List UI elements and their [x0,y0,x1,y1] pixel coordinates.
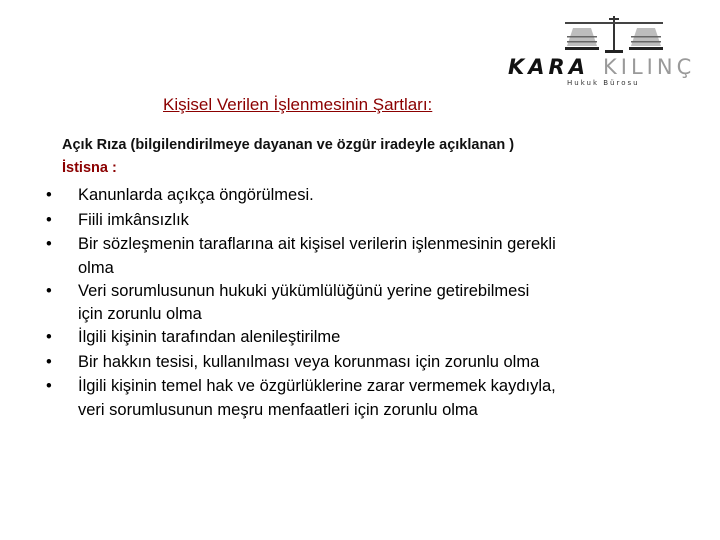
logo-name-dark: KARA [508,55,589,79]
bullet-text: Bir hakkın tesisi, kullanılması veya korunması için zorunlu olma [78,352,540,371]
bullet-text: İlgili kişinin tarafından alenileştirilme [78,328,341,346]
bullet-list [46,184,696,422]
bullet-item [46,209,696,233]
scales-of-justice-icon [505,14,705,54]
bullet-item [46,351,696,375]
bullet-icon: • [46,210,52,229]
exception-label: İstisna : [62,160,117,176]
bullet-text: Kanunlarda açıkça öngörülmesi. [78,186,314,204]
bullet-text: İlgili kişinin temel hak ve özgürlüklerine zarar vermemek kaydıyla, [78,377,556,395]
page-title: Kişisel Verilen İşlenmesinin Şartları: [163,95,433,114]
bullet-text: Fiili imkânsızlık [78,210,189,229]
bullet-item [46,184,696,208]
bullet-icon: • [46,281,52,300]
bullet-icon: • [46,186,52,204]
logo-name-light: KILINÇ [603,55,696,79]
firm-logo [505,14,705,87]
bullet-icon: • [46,352,52,371]
bullet-item [46,233,696,279]
logo-subtitle: Hukuk Bürosu [567,79,640,87]
bullet-item [46,375,696,421]
bullet-icon: • [46,377,52,395]
bullet-icon: • [46,235,52,253]
bullet-text: Veri sorumlusunun hukuki yükümlülüğünü yerine getirebilmesi [78,281,530,300]
bullet-item [46,326,696,350]
bullet-text: Bir sözleşmenin taraflarına ait kişisel verilerin işlenmesinin gerekli [78,235,556,253]
bullet-icon: • [46,328,52,346]
bullet-text-continuation: veri sorumlusunun meşru menfaatleri için zorunlu olma [78,400,478,419]
subtitle: Açık Rıza (bilgilendirilmeye dayanan ve özgür iradeyle açıklanan ) [62,137,515,153]
bullet-text-continuation: olma [78,258,114,277]
bullet-text-continuation: için zorunlu olma [78,305,202,323]
bullet-item [46,280,696,326]
